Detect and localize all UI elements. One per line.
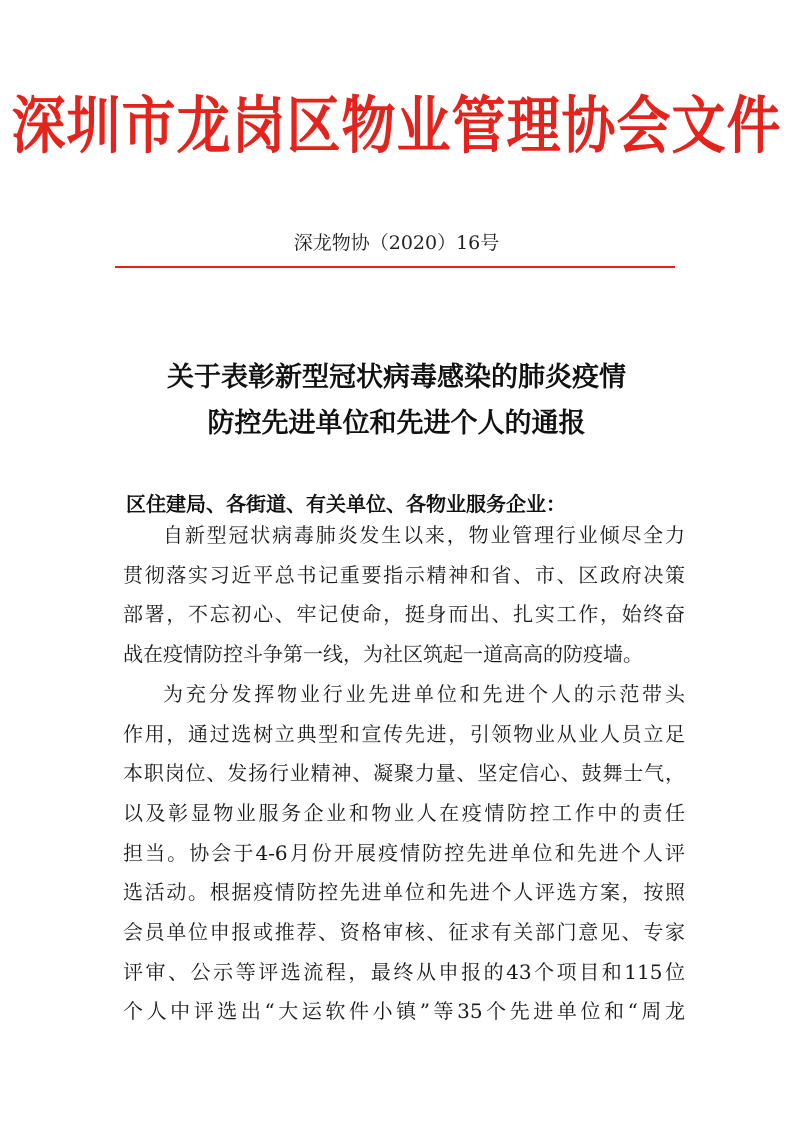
paragraph-line: 评审、公示等评选流程，最终从申报的43个项目和115位: [123, 959, 685, 984]
paragraph-line: 本职岗位、发扬行业精神、凝聚力量、坚定信心、鼓舞士气，: [123, 761, 685, 786]
paragraph-line: 个人中评选出“大运软件小镇”等35个先进单位和“周龙: [123, 999, 685, 1024]
paragraph-line: 自新型冠状病毒肺炎发生以来，物业管理行业倾尽全力: [163, 523, 685, 547]
red-divider: [115, 266, 675, 268]
paragraph-1: [123, 516, 685, 675]
title-line-1: 关于表彰新型冠状病毒感染的肺炎疫情: [167, 362, 626, 393]
paragraph-line: 作用，通过选树立典型和宣传先进，引领物业从业人员立足: [123, 721, 685, 746]
paragraph-line: 战在疫情防控斗争第一线，为社区筑起一道高高的防疫墙。: [123, 642, 643, 667]
paragraph-line: 部署，不忘初心、牢记使命，挺身而出、扎实工作，始终奋: [123, 602, 685, 627]
paragraph-line: 为充分发挥物业行业先进单位和先进个人的示范带头: [163, 681, 685, 706]
paragraph-2: [123, 675, 685, 1032]
paragraph-line: 贯彻落实习近平总书记重要指示精神和省、市、区政府决策: [123, 562, 685, 587]
body-text: [123, 516, 685, 1032]
paragraph-line: 选活动。根据疫情防控先进单位和先进个人评选方案，按照: [123, 880, 685, 905]
paragraph-line: 会员单位申报或推荐、资格审核、征求有关部门意见、专家: [123, 920, 685, 945]
title-line-2: 防控先进单位和先进个人的通报: [207, 408, 586, 439]
document-number: 深龙物协（2020）16号: [293, 232, 500, 254]
salutation: 区住建局、各街道、有关单位、各物业服务企业：: [126, 492, 566, 516]
document-title: [0, 355, 793, 447]
org-header: 深圳市龙岗区物业管理协会文件: [11, 89, 782, 163]
paragraph-line: 以及彰显物业服务企业和物业人在疫情防控工作中的责任: [123, 800, 685, 825]
paragraph-line: 担当。协会于4-6月份开展疫情防控先进单位和先进个人评: [123, 840, 685, 865]
